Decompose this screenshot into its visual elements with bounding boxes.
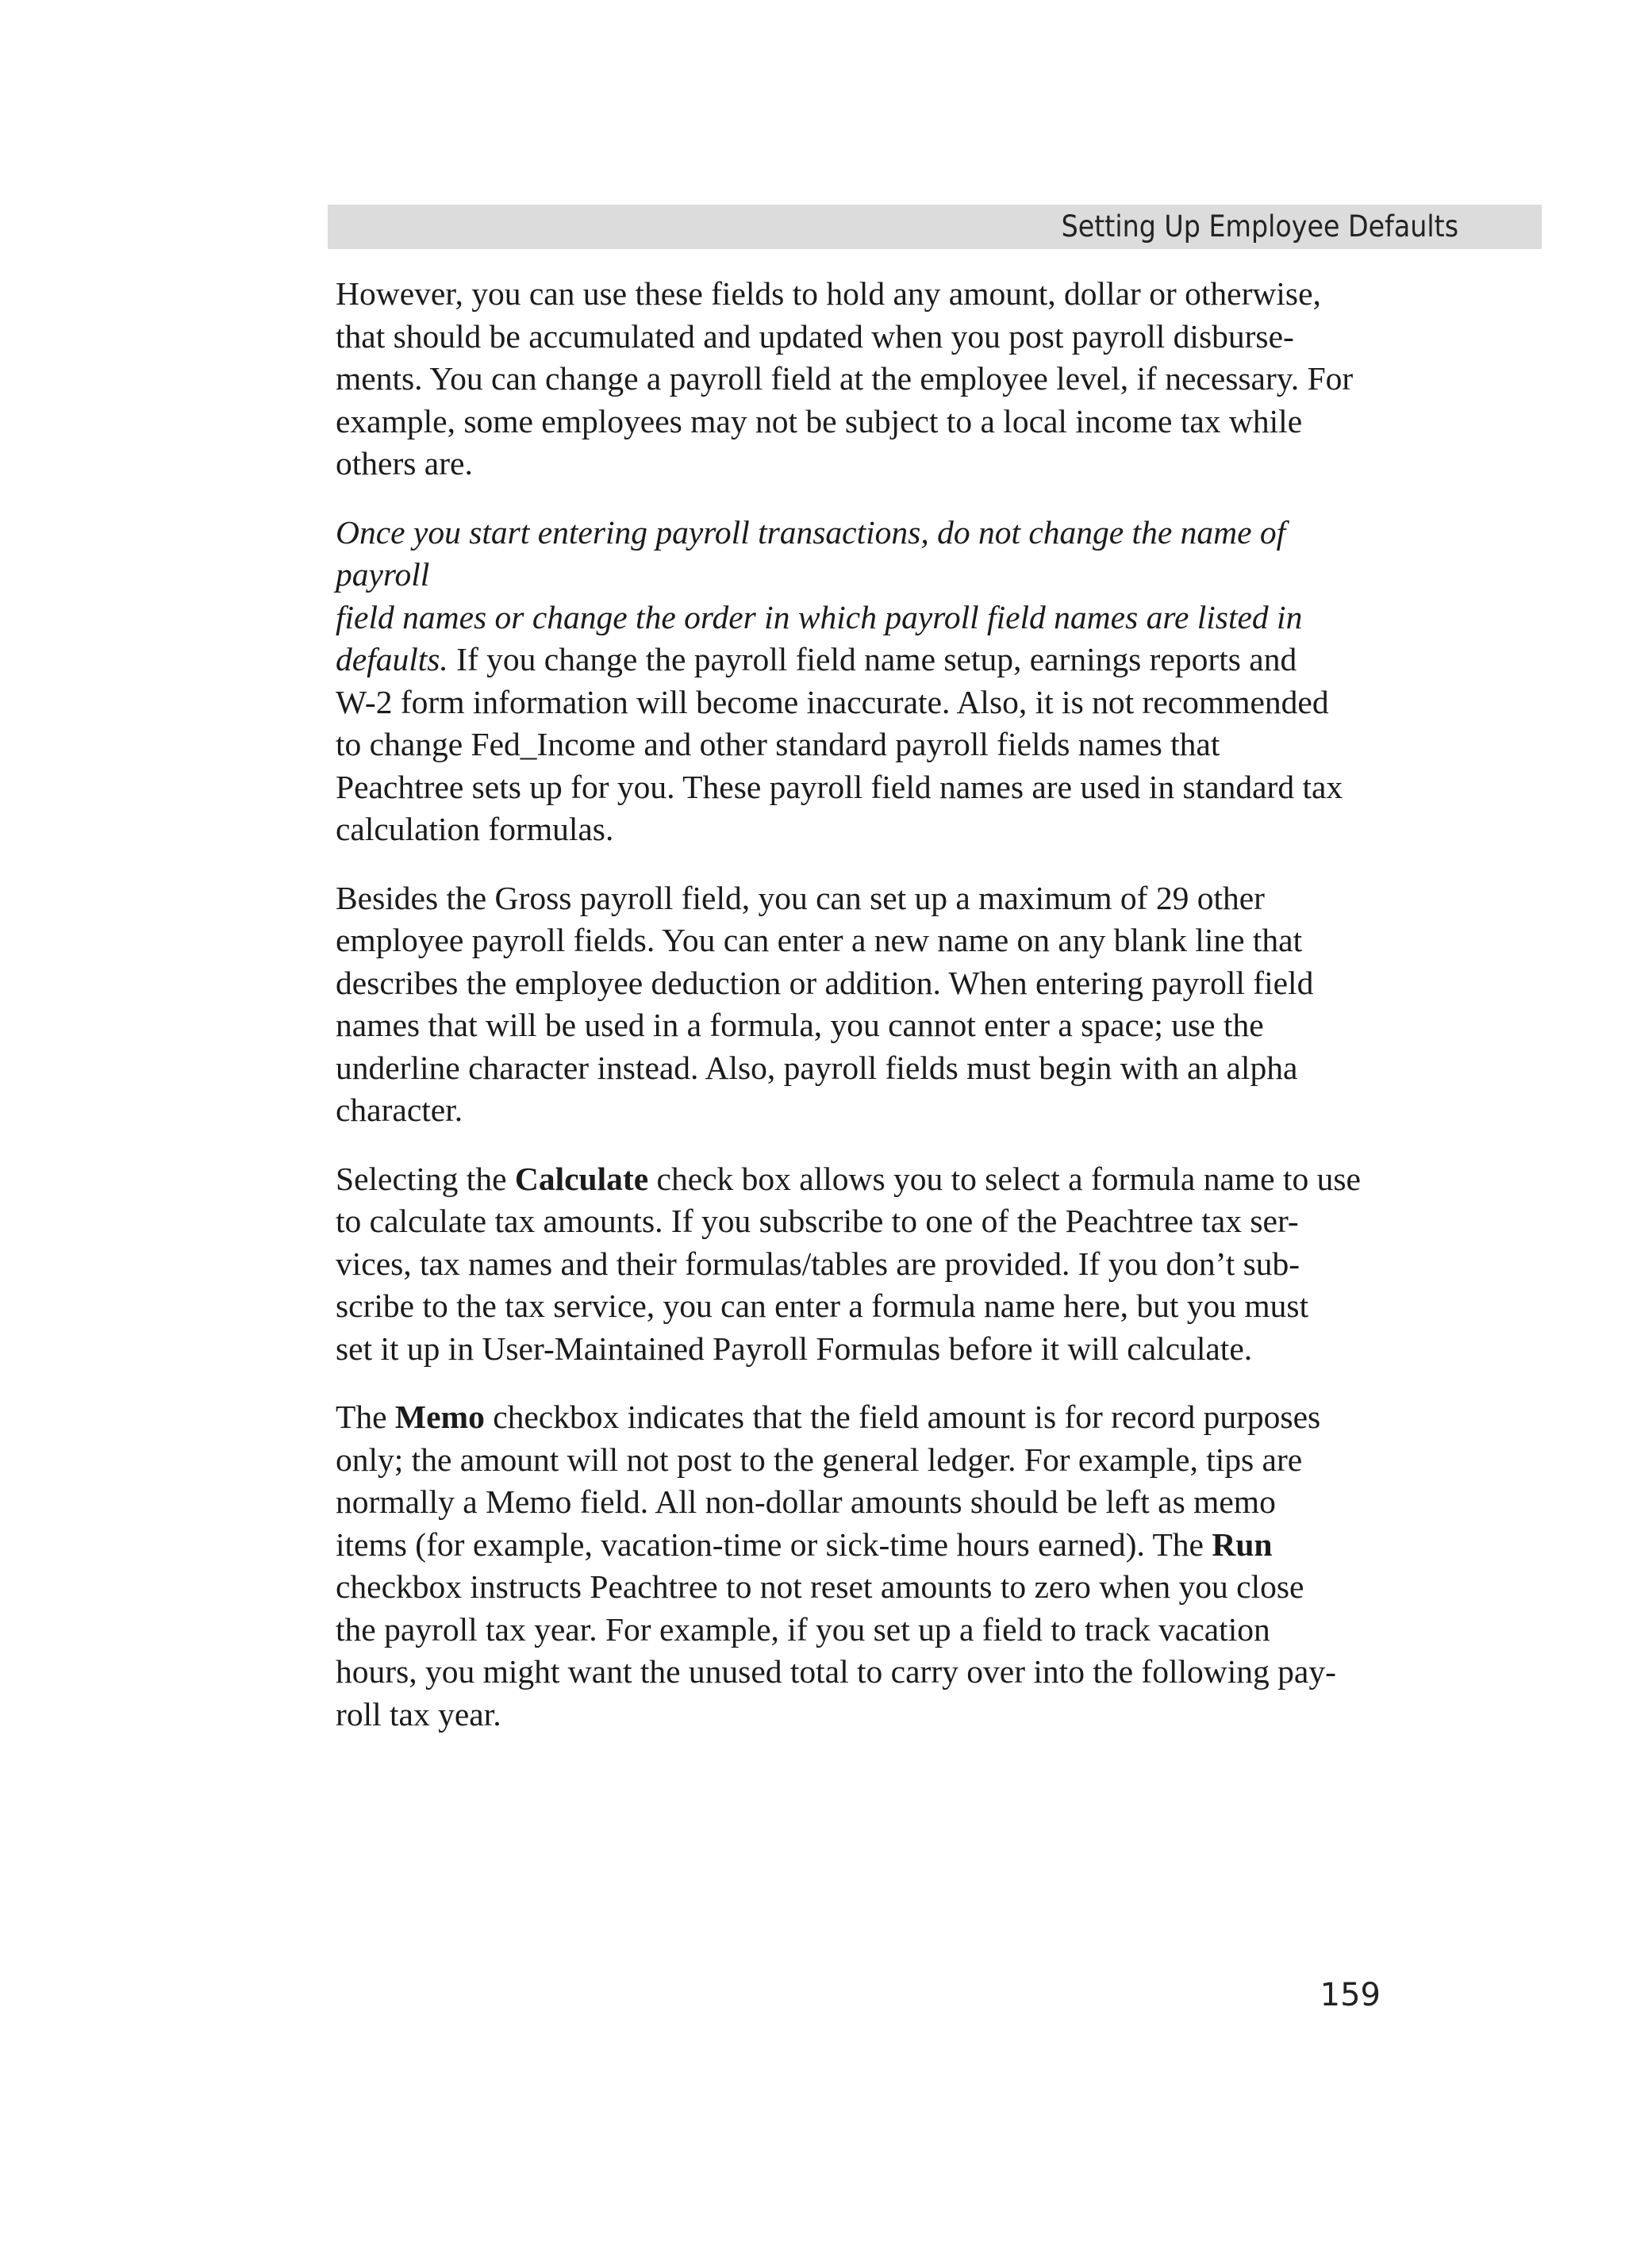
- text-line: check box allows you to select a formula name to use: [648, 1160, 1361, 1197]
- text-line: Peachtree sets up for you. These payroll field names are used in standard tax: [336, 768, 1343, 805]
- running-header-title: Setting Up Employee Defaults: [1061, 209, 1458, 244]
- body-text: [336, 273, 1383, 1762]
- page-number: 159: [1320, 1977, 1381, 2013]
- text-line: character.: [336, 1092, 463, 1128]
- italic-warning-line: field names or change the order in which payroll field names are listed in: [336, 598, 1303, 635]
- paragraph-1: [336, 273, 1383, 485]
- text-line: checkbox instructs Peachtree to not reset amounts to zero when you close: [336, 1568, 1304, 1605]
- paragraph-5: [336, 1396, 1383, 1736]
- text-line: underline character instead. Also, payroll fields must begin with an alpha: [336, 1049, 1298, 1086]
- paragraph-3: [336, 877, 1383, 1132]
- text-line: normally a Memo field. All non-dollar amounts should be left as memo: [336, 1483, 1276, 1520]
- italic-warning-line: defaults.: [336, 641, 448, 677]
- text-line: W-2 form information will become inaccurate. Also, it is not recommended: [336, 683, 1329, 720]
- text-line: items (for example, vacation-time or sick-time hours earned). The: [336, 1525, 1212, 1563]
- text-line: Besides the Gross payroll field, you can set up a maximum of 29 other: [336, 879, 1265, 916]
- paragraph-4: [336, 1158, 1383, 1371]
- text-line: the payroll tax year. For example, if you set up a field to track vacation: [336, 1610, 1270, 1648]
- text-line: hours, you might want the unused total to carry over into the following pay-: [336, 1653, 1336, 1690]
- text-line: calculation formulas.: [336, 811, 614, 847]
- text-line: others are.: [336, 445, 473, 482]
- text-line: Selecting the: [336, 1160, 515, 1197]
- text-line: describes the employee deduction or addition. When entering payroll field: [336, 964, 1314, 1001]
- bold-term-run: Run: [1212, 1525, 1273, 1563]
- text-line: example, some employees may not be subject to a local income tax while: [336, 402, 1303, 439]
- text-line: vices, tax names and their formulas/tables are provided. If you don’t sub-: [336, 1245, 1300, 1282]
- text-line: only; the amount will not post to the general ledger. For example, tips are: [336, 1441, 1303, 1478]
- bold-term-memo: Memo: [394, 1399, 485, 1435]
- text-line: to calculate tax amounts. If you subscribe to one of the Peachtree tax ser-: [336, 1203, 1299, 1239]
- bold-term-calculate: Calculate: [514, 1160, 649, 1197]
- text-line: The: [336, 1399, 395, 1435]
- text-line: to change Fed_Income and other standard payroll fields names that: [336, 726, 1220, 762]
- text-line: names that will be used in a formula, you cannot enter a space; use the: [336, 1007, 1264, 1043]
- paragraph-2: [336, 512, 1383, 851]
- text-line: scribe to the tax service, you can enter a formula name here, but you must: [336, 1288, 1309, 1324]
- text-line: employee payroll fields. You can enter a new name on any blank line that: [336, 922, 1303, 958]
- text-line: checkbox indicates that the field amount is for record purposes: [484, 1399, 1321, 1435]
- text-line: that should be accumulated and updated when you post payroll disburse-: [336, 317, 1294, 355]
- text-line: If you change the payroll field name setup, earnings reports and: [448, 641, 1297, 677]
- text-line: However, you can use these fields to hold any amount, dollar or otherwise,: [336, 275, 1321, 312]
- italic-warning-line: Once you start entering payroll transactions, do not change the name of payroll: [336, 513, 1286, 593]
- text-line: roll tax year.: [336, 1695, 501, 1733]
- text-line: ments. You can change a payroll field at the employee level, if necessary. For: [336, 360, 1354, 397]
- text-line: set it up in User-Maintained Payroll Formulas before it will calculate.: [336, 1330, 1253, 1367]
